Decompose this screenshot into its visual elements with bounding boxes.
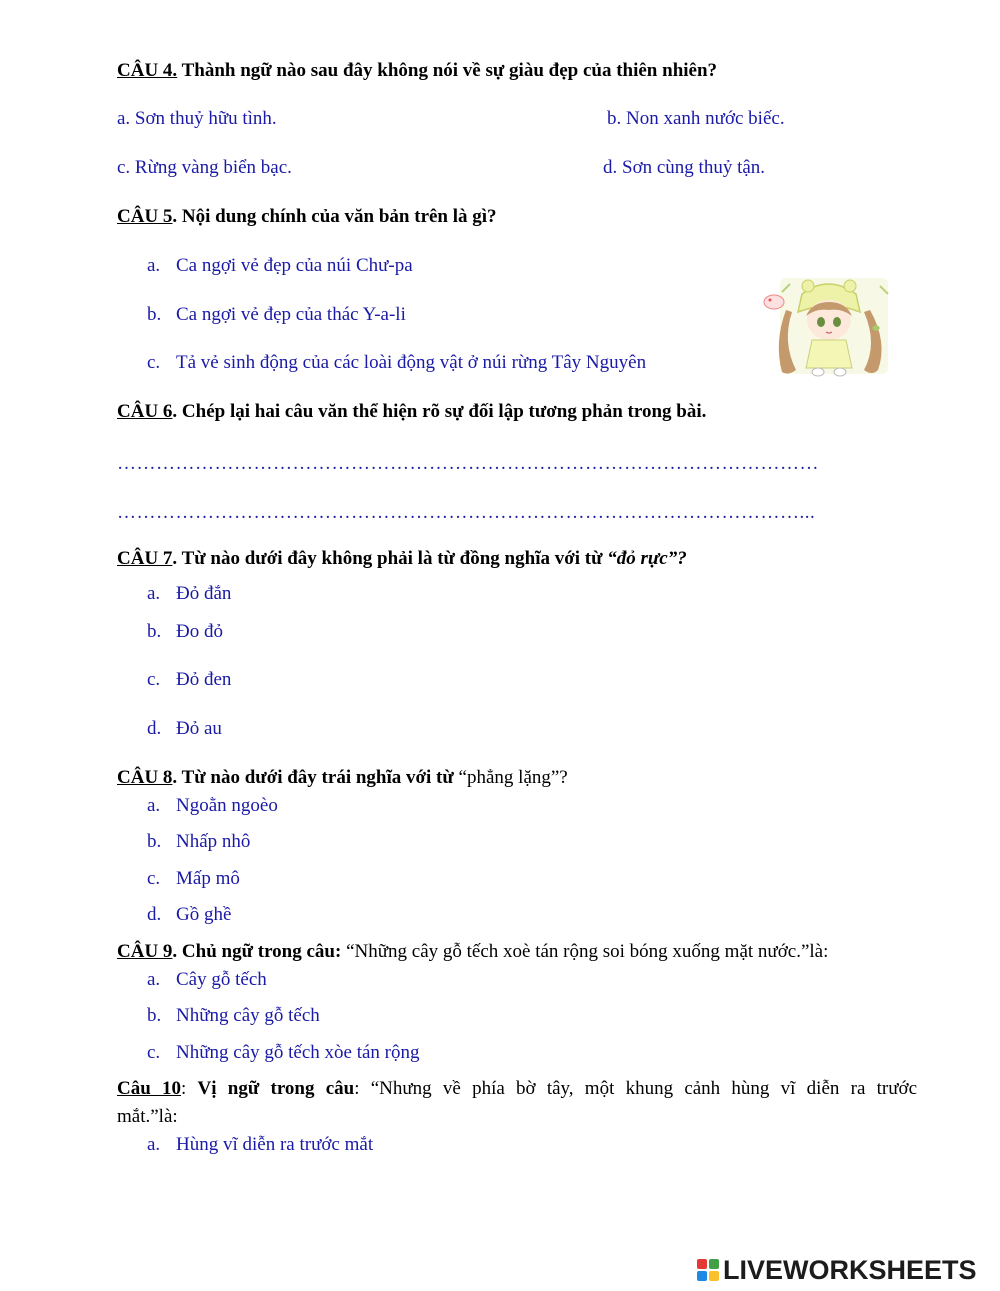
q9-option-b[interactable] <box>147 1005 320 1027</box>
option-letter: a. <box>147 969 161 990</box>
question-10 <box>117 1078 917 1100</box>
question-text: . Từ nào dưới đây không phải là từ đồng nghĩa với từ <box>172 548 608 569</box>
q4-option-a[interactable]: a. Sơn thuỷ hữu tình. <box>117 108 277 129</box>
question-5 <box>117 206 497 228</box>
question-text: . Chép lại hai câu văn thể hiện rõ sự đối lập tương phản trong bài. <box>172 401 707 422</box>
q4-option-c[interactable]: c. Rừng vàng biển bạc. <box>117 157 292 178</box>
option-letter: c. <box>147 669 161 690</box>
question-text: . Từ nào dưới đây trái nghĩa với từ <box>172 767 459 788</box>
option-text: Những cây gỗ tếch xòe tán rộng <box>176 1042 420 1063</box>
q7-option-b[interactable] <box>147 621 223 643</box>
question-number: Câu 10 <box>117 1078 182 1099</box>
option-text: Nhấp nhô <box>176 831 251 852</box>
question-colon: : <box>181 1078 198 1099</box>
q7-option-d[interactable] <box>147 718 222 740</box>
q9-option-c[interactable] <box>147 1042 420 1064</box>
option-text: Cây gỗ tếch <box>176 969 267 990</box>
question-quote: “đỏ rực”? <box>607 548 687 569</box>
question-text: Thành ngữ nào sau đây không nói về sự giàu đẹp của thiên nhiên? <box>177 60 718 81</box>
logo-mark-icon <box>697 1259 719 1281</box>
q4-option-b[interactable]: b. Non xanh nước biếc. <box>607 108 785 129</box>
question-quote: : “Nhưng về phía bờ tây, một khung cảnh hùng vĩ diễn ra trước <box>354 1078 917 1099</box>
option-letter: b. <box>147 831 162 852</box>
option-text: Ca ngợi vẻ đẹp của thác Y-a-li <box>176 304 406 325</box>
q8-option-d[interactable] <box>147 904 231 926</box>
q8-option-c[interactable] <box>147 868 240 890</box>
q9-option-a[interactable] <box>147 969 267 991</box>
question-quote-end: mắt.”là: <box>117 1106 178 1127</box>
option-text: Ngoằn ngoèo <box>176 795 278 816</box>
option-text: Tả vẻ sinh động của các loài động vật ở núi rừng Tây Nguyên <box>176 352 647 373</box>
question-text: . Chủ ngữ trong câu: <box>172 941 342 962</box>
question-number: CÂU 6 <box>117 401 173 422</box>
q5-option-a[interactable] <box>147 255 413 277</box>
option-letter: a. <box>147 583 161 604</box>
question-10-continued <box>117 1106 178 1128</box>
option-text: Đỏ đen <box>176 669 232 690</box>
answer-line-2[interactable]: ……………………………………………………………………………………………... <box>117 502 816 523</box>
option-letter: b. <box>147 621 162 642</box>
option-text: Đỏ au <box>176 718 222 739</box>
question-number: CÂU 4. <box>117 60 178 81</box>
question-quote: “Những cây gỗ tếch xoè tán rộng soi bóng xuống mặt nước.”là: <box>341 941 829 962</box>
question-6 <box>117 401 706 423</box>
logo-text: LIVEWORKSHEETS <box>723 1254 977 1285</box>
question-9 <box>117 941 828 963</box>
option-letter: c. <box>147 352 161 373</box>
option-text: Mấp mô <box>176 868 240 889</box>
question-number: CÂU 7 <box>117 548 173 569</box>
option-letter: c. <box>147 868 161 889</box>
question-quote: “phẳng lặng”? <box>458 767 568 788</box>
option-letter: a. <box>147 795 161 816</box>
option-text: Đỏ đắn <box>176 583 232 604</box>
q5-option-b[interactable] <box>147 304 406 326</box>
answer-line-1[interactable]: ……………………………………………………………………………………………… <box>117 453 819 474</box>
liveworksheets-logo <box>697 1253 977 1287</box>
question-number: CÂU 8 <box>117 767 173 788</box>
question-8 <box>117 767 568 789</box>
question-4 <box>117 60 717 82</box>
option-text: Hùng vĩ diễn ra trước mắt <box>176 1134 374 1155</box>
option-text: Những cây gỗ tếch <box>176 1005 320 1026</box>
option-letter: c. <box>147 1042 161 1063</box>
option-text: Đo đỏ <box>176 621 223 642</box>
q7-option-a[interactable] <box>147 583 231 605</box>
question-7 <box>117 548 687 570</box>
question-text: . Nội dung chính của văn bản trên là gì? <box>172 206 497 227</box>
question-number: CÂU 9 <box>117 941 173 962</box>
q7-option-c[interactable] <box>147 669 231 691</box>
option-letter: b. <box>147 1005 162 1026</box>
option-letter: d. <box>147 718 162 739</box>
option-letter: a. <box>147 255 161 276</box>
q5-option-c[interactable] <box>147 352 646 374</box>
q8-option-b[interactable] <box>147 831 250 853</box>
question-number: CÂU 5 <box>117 206 173 227</box>
option-letter: b. <box>147 304 162 325</box>
q8-option-a[interactable] <box>147 795 278 817</box>
option-text: Gồ ghề <box>176 904 232 925</box>
option-letter: a. <box>147 1134 161 1155</box>
q4-option-d[interactable]: d. Sơn cùng thuỷ tận. <box>603 157 766 178</box>
question-text: Vị ngữ trong câu <box>197 1078 355 1099</box>
option-letter: d. <box>147 904 162 925</box>
option-text: Ca ngợi vẻ đẹp của núi Chư-pa <box>176 255 413 276</box>
chibi-girl-illustration <box>752 272 900 382</box>
q10-option-a[interactable] <box>147 1134 373 1156</box>
